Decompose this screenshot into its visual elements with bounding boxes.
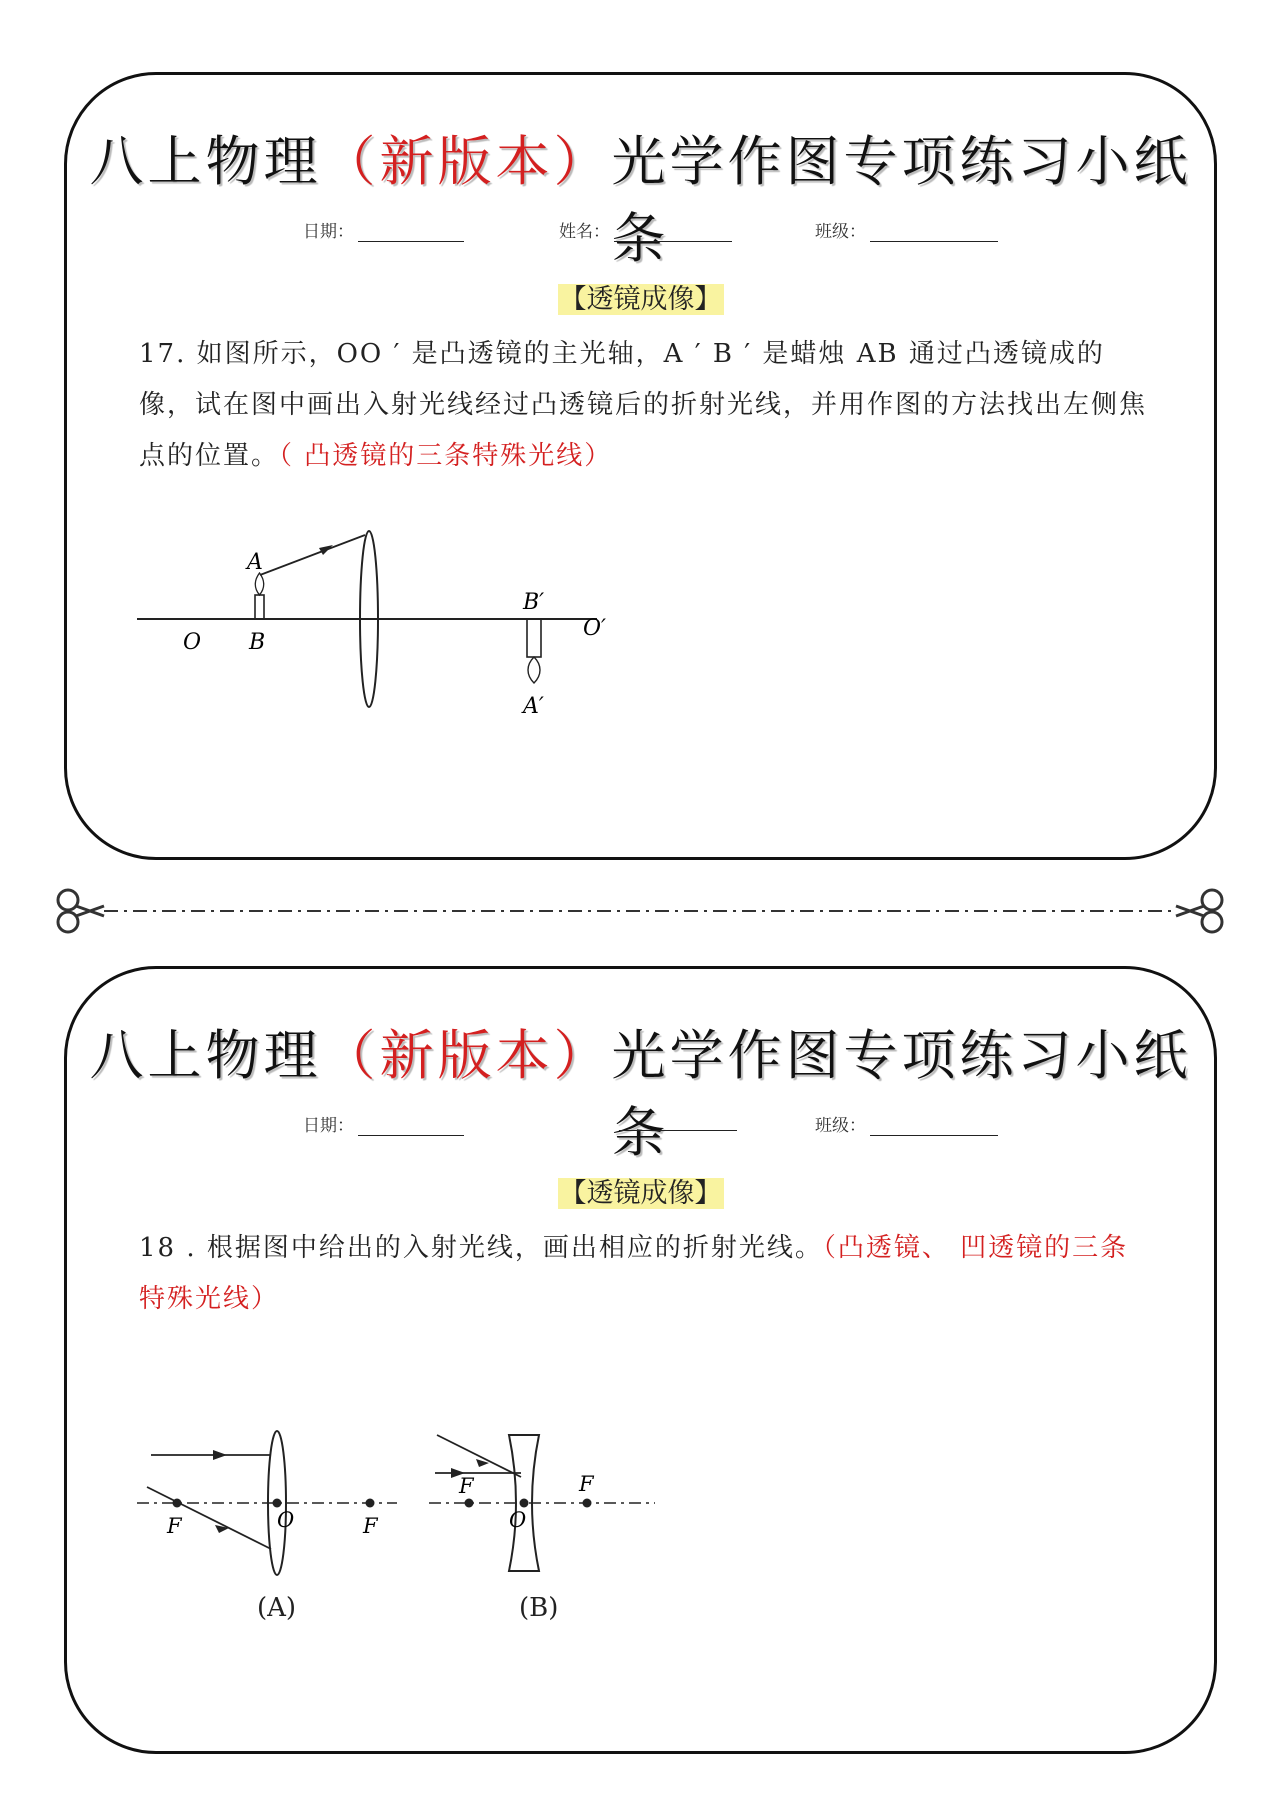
practice-card-17 xyxy=(64,72,1217,860)
label-f-right: F xyxy=(579,1472,594,1496)
card-title xyxy=(67,1013,1214,1167)
focus-point-left xyxy=(465,1499,474,1508)
student-info-row xyxy=(67,1111,1214,1141)
question-text xyxy=(139,1223,1149,1325)
focus-point-left xyxy=(173,1499,182,1508)
title-prefix: 八上物理 xyxy=(89,130,322,193)
class-field[interactable] xyxy=(815,217,998,242)
ray-arrow xyxy=(319,545,333,555)
date-blank[interactable] xyxy=(358,225,464,242)
date-field[interactable] xyxy=(303,217,464,242)
practice-card-18 xyxy=(64,966,1217,1754)
student-info-row xyxy=(67,217,1214,247)
scissors-icon xyxy=(58,890,104,932)
focus-point-right xyxy=(366,1499,375,1508)
focus-point-right xyxy=(583,1499,592,1508)
converging-ray xyxy=(437,1435,521,1477)
cut-line xyxy=(0,880,1280,940)
label-b-prime: B′ xyxy=(523,590,545,615)
candle-image xyxy=(527,619,541,657)
section-label: 【透镜成像】 xyxy=(559,1178,722,1209)
candle-object xyxy=(255,595,264,619)
name-label: 姓名： xyxy=(559,222,610,242)
question-body: 18 . 根据图中给出的入射光线，画出相应的折射光线。 xyxy=(139,1233,823,1263)
scissors-icon xyxy=(1176,890,1222,932)
title-edition: （新版本） xyxy=(321,130,612,193)
section-heading xyxy=(67,1171,1214,1210)
class-blank[interactable] xyxy=(870,1119,998,1136)
date-label: 日期： xyxy=(303,1116,354,1136)
title-prefix: 八上物理 xyxy=(89,1024,322,1087)
class-label: 班级： xyxy=(815,1116,866,1136)
label-b: B xyxy=(249,630,266,655)
label-a-prime: A′ xyxy=(523,694,544,719)
focal-ray xyxy=(147,1487,271,1549)
name-field[interactable] xyxy=(559,217,732,242)
name-blank[interactable] xyxy=(619,1114,737,1131)
section-label: 【透镜成像】 xyxy=(559,284,722,315)
caption-b: (B) xyxy=(519,1593,559,1623)
date-label: 日期： xyxy=(303,222,354,242)
candle-lens-figure xyxy=(137,523,707,763)
label-o: O xyxy=(183,630,202,655)
label-f-right: F xyxy=(363,1514,378,1538)
ray-arrow xyxy=(213,1450,227,1460)
convex-lens-figure xyxy=(137,1407,397,1587)
class-blank[interactable] xyxy=(870,225,998,242)
card-title xyxy=(67,119,1214,273)
label-f-left: F xyxy=(459,1474,474,1498)
question-text xyxy=(139,329,1149,482)
question-hint: （凸透镜、 凹透镜的三条特殊光线） xyxy=(139,1233,1129,1314)
section-heading xyxy=(67,277,1214,316)
label-a: A xyxy=(247,550,263,575)
label-o: O xyxy=(509,1508,527,1532)
incident-ray xyxy=(260,535,365,575)
title-edition: （新版本） xyxy=(321,1024,612,1087)
name-blank[interactable] xyxy=(614,225,732,242)
image-flame xyxy=(528,657,540,683)
class-field[interactable] xyxy=(815,1111,998,1136)
name-field[interactable] xyxy=(615,1111,737,1131)
optical-center xyxy=(273,1499,282,1508)
label-o: O xyxy=(277,1508,295,1532)
title-suffix: 光学作图专项练习小纸条 xyxy=(611,130,1192,270)
candle-flame xyxy=(255,573,263,595)
caption-a: (A) xyxy=(257,1593,297,1623)
concave-lens-figure xyxy=(429,1407,659,1587)
question-body: 17. 如图所示，OO ′ 是凸透镜的主光轴，A ′ B ′ 是蜡烛 AB 通过凸透镜成的像，试在图中画出入射光线经过凸透镜后的折射光线，并用作图的方法找出左侧焦点的位置。 xyxy=(139,339,1148,471)
class-label: 班级： xyxy=(815,222,866,242)
label-o-prime: O′ xyxy=(583,616,607,641)
date-blank[interactable] xyxy=(358,1119,464,1136)
question-hint: （ 凸透镜的三条特殊光线） xyxy=(279,441,613,471)
date-field[interactable] xyxy=(303,1111,464,1136)
title-suffix: 光学作图专项练习小纸条 xyxy=(611,1024,1192,1164)
optical-center xyxy=(520,1499,529,1508)
label-f-left: F xyxy=(167,1514,182,1538)
